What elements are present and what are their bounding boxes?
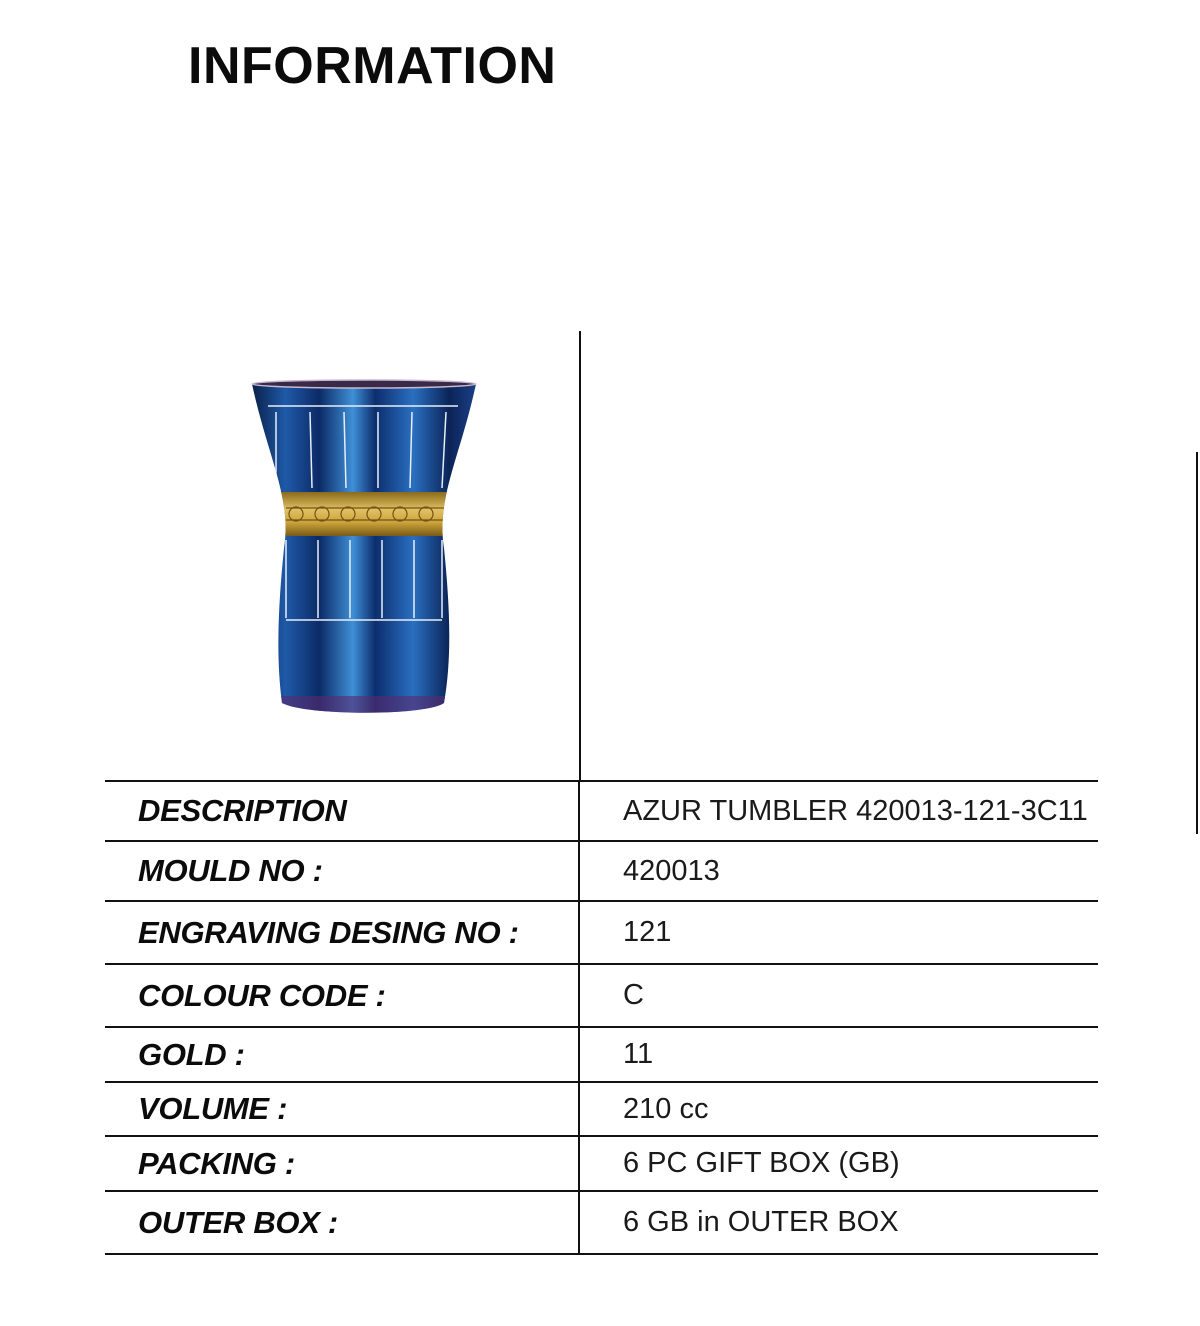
spec-value: 210 cc <box>623 1092 709 1125</box>
spec-value: 6 PC GIFT BOX (GB) <box>623 1147 900 1179</box>
product-image-tumbler <box>246 378 482 720</box>
spec-label: GOLD : <box>105 1028 580 1081</box>
spec-row-engraving-design-no <box>105 902 1098 965</box>
page-title: INFORMATION <box>188 37 557 95</box>
spec-label: ENGRAVING DESING NO : <box>105 902 580 963</box>
spec-row-description <box>105 780 1098 842</box>
vertical-divider <box>579 331 581 781</box>
spec-row-mould-no <box>105 842 1098 902</box>
spec-row-packing <box>105 1137 1098 1192</box>
spec-label: DESCRIPTION <box>105 782 580 840</box>
spec-value: AZUR TUMBLER 420013-121-3C11 <box>623 794 1088 827</box>
spec-label: COLOUR CODE : <box>105 965 580 1026</box>
spec-value: 121 <box>623 916 672 948</box>
spec-value: C <box>623 979 644 1011</box>
spec-value: 420013 <box>623 854 720 887</box>
edge-line <box>1196 452 1198 834</box>
spec-table <box>105 780 1098 1255</box>
spec-row-gold <box>105 1028 1098 1083</box>
spec-label: VOLUME : <box>105 1083 580 1135</box>
spec-row-colour-code <box>105 965 1098 1028</box>
spec-label: OUTER BOX : <box>105 1192 580 1253</box>
spec-row-volume <box>105 1083 1098 1137</box>
spec-label: PACKING : <box>105 1137 580 1190</box>
spec-row-outer-box <box>105 1192 1098 1255</box>
spec-label: MOULD NO : <box>105 842 580 900</box>
spec-value: 11 <box>623 1038 654 1070</box>
spec-value: 6 GB in OUTER BOX <box>623 1206 899 1238</box>
